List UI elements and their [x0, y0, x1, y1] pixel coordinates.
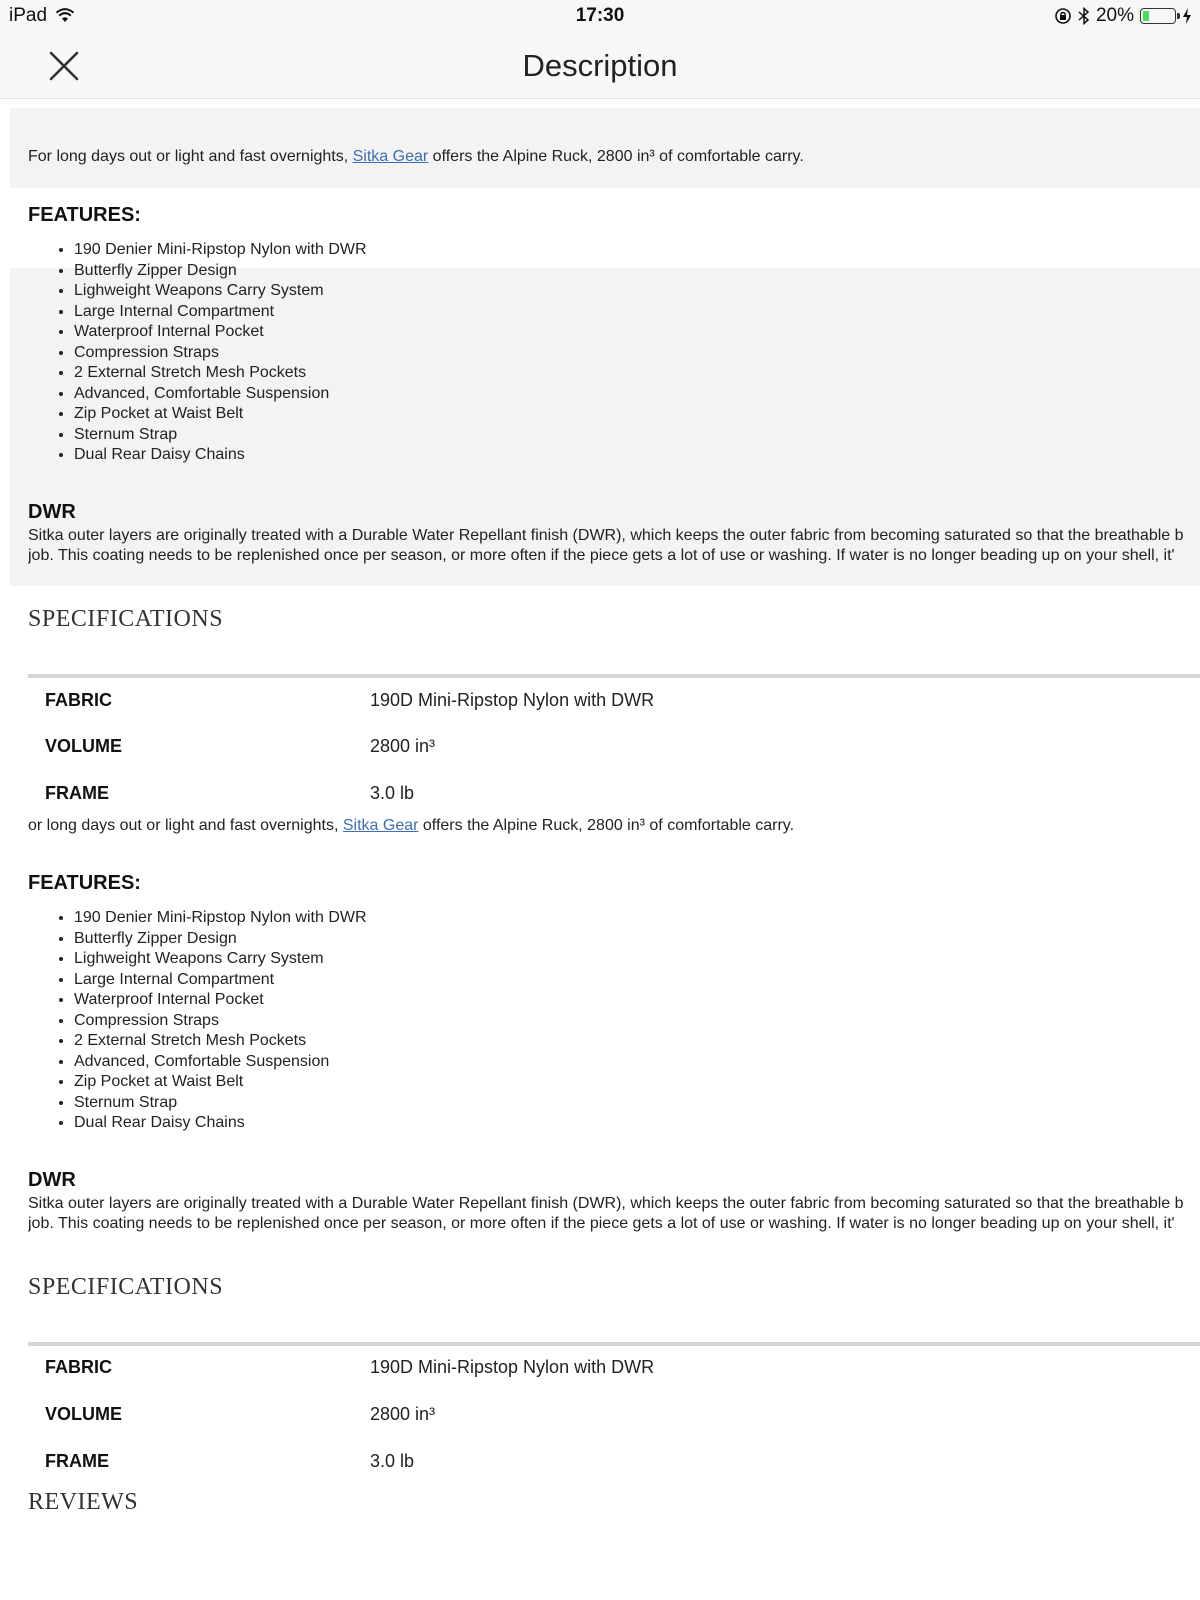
spec-row [28, 690, 1200, 714]
dwr-text-line: job. This coating needs to be replenished once per season, or more often if the piece gets a lot of use or washing. If water is no longer beading up on your shell, it' [28, 1215, 1175, 1232]
dwr-heading: DWR [28, 501, 76, 523]
nav-bar [0, 34, 1200, 99]
status-right [1054, 5, 1192, 27]
device-name: iPad [9, 5, 48, 26]
list-item: • Butterfly Zipper Design [74, 929, 367, 950]
list-item: • Compression Straps [74, 343, 367, 364]
list-item: • Zip Pocket at Waist Belt [74, 1072, 367, 1093]
spec-row [28, 736, 1200, 760]
clock: 17:30 [575, 5, 625, 26]
specifications-heading: SPECIFICATIONS [28, 606, 224, 632]
list-item: • Dual Rear Daisy Chains [74, 1113, 367, 1134]
spec-value: 2800 in³ [370, 736, 436, 756]
spec-row [28, 783, 1200, 807]
sitka-gear-link[interactable]: Sitka Gear [342, 817, 419, 834]
spec-label: VOLUME [45, 736, 123, 756]
features-heading: FEATURES: [28, 204, 141, 226]
list-item: • Compression Straps [74, 1011, 367, 1032]
spec-row [28, 1451, 1200, 1475]
intro-text: For long days out or light and fast overnights, Sitka Gear offers the Alpine Ruck, 2800 in³ of comfortable carry. [28, 148, 804, 165]
list-item: • Lighweight Weapons Carry System [74, 949, 367, 970]
specifications-divider [28, 674, 1200, 678]
features-list [28, 908, 367, 1134]
spec-value: 3.0 lb [370, 783, 415, 803]
specifications-divider [28, 1342, 1200, 1346]
bluetooth-icon [1078, 7, 1090, 25]
sitka-gear-link[interactable]: Sitka Gear [352, 148, 429, 165]
list-item: • Sternum Strap [74, 425, 367, 446]
list-item: • Waterproof Internal Pocket [74, 322, 367, 343]
battery-percent: 20% [1095, 5, 1134, 26]
list-item: • Sternum Strap [74, 1093, 367, 1114]
features-heading: FEATURES: [28, 872, 141, 894]
rotation-lock-icon [1054, 7, 1072, 25]
features-list [28, 240, 367, 466]
spec-row [28, 1404, 1200, 1428]
dwr-text-line: job. This coating needs to be replenished once per season, or more often if the piece gets a lot of use or washing. If water is no longer beading up on your shell, it' [28, 547, 1175, 564]
spec-value: 190D Mini-Ripstop Nylon with DWR [370, 690, 655, 710]
list-item: • 2 External Stretch Mesh Pockets [74, 363, 367, 384]
spec-label: FABRIC [45, 690, 112, 710]
spec-label: FRAME [45, 1451, 109, 1471]
list-item: • 2 External Stretch Mesh Pockets [74, 1031, 367, 1052]
list-item: • Waterproof Internal Pocket [74, 990, 367, 1011]
status-bar [0, 0, 1200, 34]
list-item: • Lighweight Weapons Carry System [74, 281, 367, 302]
page-title: Description [522, 48, 678, 83]
spec-label: VOLUME [45, 1404, 123, 1424]
battery-level [1143, 11, 1149, 21]
dwr-text-line: Sitka outer layers are originally treated with a Durable Water Repellant finish (DWR), which keeps the outer fabric from becoming saturated so that the breathable b [28, 1195, 1184, 1212]
list-item: • 190 Denier Mini-Ripstop Nylon with DWR [74, 908, 367, 929]
list-item: • 190 Denier Mini-Ripstop Nylon with DWR [74, 240, 367, 261]
spec-value: 190D Mini-Ripstop Nylon with DWR [370, 1357, 655, 1377]
spec-label: FRAME [45, 783, 109, 803]
list-item: • Zip Pocket at Waist Belt [74, 404, 367, 425]
list-item: • Advanced, Comfortable Suspension [74, 1052, 367, 1073]
intro-text: or long days out or light and fast overnights, Sitka Gear offers the Alpine Ruck, 2800 in³ of comfortable carry. [28, 817, 795, 834]
dwr-text-line: Sitka outer layers are originally treated with a Durable Water Repellant finish (DWR), which keeps the outer fabric from becoming saturated so that the breathable b [28, 527, 1184, 544]
list-item: • Large Internal Compartment [74, 302, 367, 323]
spec-value: 3.0 lb [370, 1451, 415, 1471]
list-item: • Large Internal Compartment [74, 970, 367, 991]
list-item: • Advanced, Comfortable Suspension [74, 384, 367, 405]
dwr-heading: DWR [28, 1169, 76, 1191]
list-item: • Butterfly Zipper Design [74, 261, 367, 282]
spec-label: FABRIC [45, 1357, 112, 1377]
spec-row [28, 1357, 1200, 1381]
reviews-heading: REVIEWS [28, 1489, 139, 1515]
spec-value: 2800 in³ [370, 1404, 436, 1424]
list-item: • Dual Rear Daisy Chains [74, 445, 367, 466]
battery-icon [1140, 8, 1176, 24]
charging-icon [1182, 7, 1192, 25]
specifications-heading: SPECIFICATIONS [28, 1274, 224, 1300]
